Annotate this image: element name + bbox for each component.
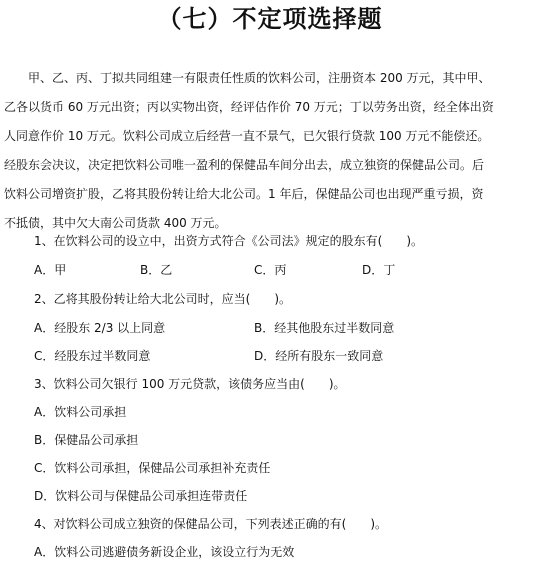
question-1-stem: 1、在饮料公司的设立中，出资方式符合《公司法》规定的股东有( )。 <box>34 234 424 248</box>
case-line: 乙各以货币 60 万元出资；丙以实物出资，经评估作价 70 万元；丁以劳务出资，经全体出资 <box>4 100 494 114</box>
case-line: 人同意作价 10 万元。饮料公司成立后经营一直不景气，已欠银行贷款 100 万元不能偿还。 <box>4 129 490 143</box>
question-1-option-b: B．乙 <box>140 263 173 277</box>
question-4-option-a: A．饮料公司逃避债务新设企业，该设立行为无效 <box>34 545 295 559</box>
question-4-stem: 4、对饮料公司成立独资的保健品公司，下列表述正确的有( )。 <box>34 517 388 531</box>
question-2-option-a: A．经股东 2/3 以上同意 <box>34 321 166 335</box>
section-title: （七）不定项选择题 <box>157 5 383 33</box>
case-line: 饮料公司增资扩股，乙将其股份转让给大北公司。1 年后，保健品公司也出现严重亏损，资 <box>4 187 484 201</box>
question-3-option-c: C．饮料公司承担，保健品公司承担补充责任 <box>34 461 271 475</box>
case-line: 甲、乙、丙、丁拟共同组建一有限责任性质的饮料公司，注册资本 200 万元，其中甲、 <box>4 71 491 85</box>
question-1-option-a: A．甲 <box>34 263 67 277</box>
question-2-option-c: C．经股东过半数同意 <box>34 349 151 363</box>
question-3-option-d: D．饮料公司与保健品公司承担连带责任 <box>34 489 248 503</box>
question-3-option-a: A．饮料公司承担 <box>34 405 127 419</box>
question-3-stem: 3、饮料公司欠银行 100 万元贷款，该债务应当由( )。 <box>34 377 346 391</box>
question-2-option-b: B．经其他股东过半数同意 <box>254 321 395 335</box>
question-2-option-d: D．经所有股东一致同意 <box>254 349 384 363</box>
case-paragraph <box>4 64 534 238</box>
question-1-option-d: D．丁 <box>362 263 396 277</box>
question-3-option-b: B．保健品公司承担 <box>34 433 139 447</box>
question-1-option-c: C．丙 <box>254 263 287 277</box>
question-2-stem: 2、乙将其股份转让给大北公司时，应当( )。 <box>34 292 291 306</box>
case-line: 不抵债，其中欠大南公司货款 400 万元。 <box>4 216 227 230</box>
case-line: 经股东会决议，决定把饮料公司唯一盈利的保健品车间分出去，成立独资的保健品公司。后 <box>4 158 485 172</box>
